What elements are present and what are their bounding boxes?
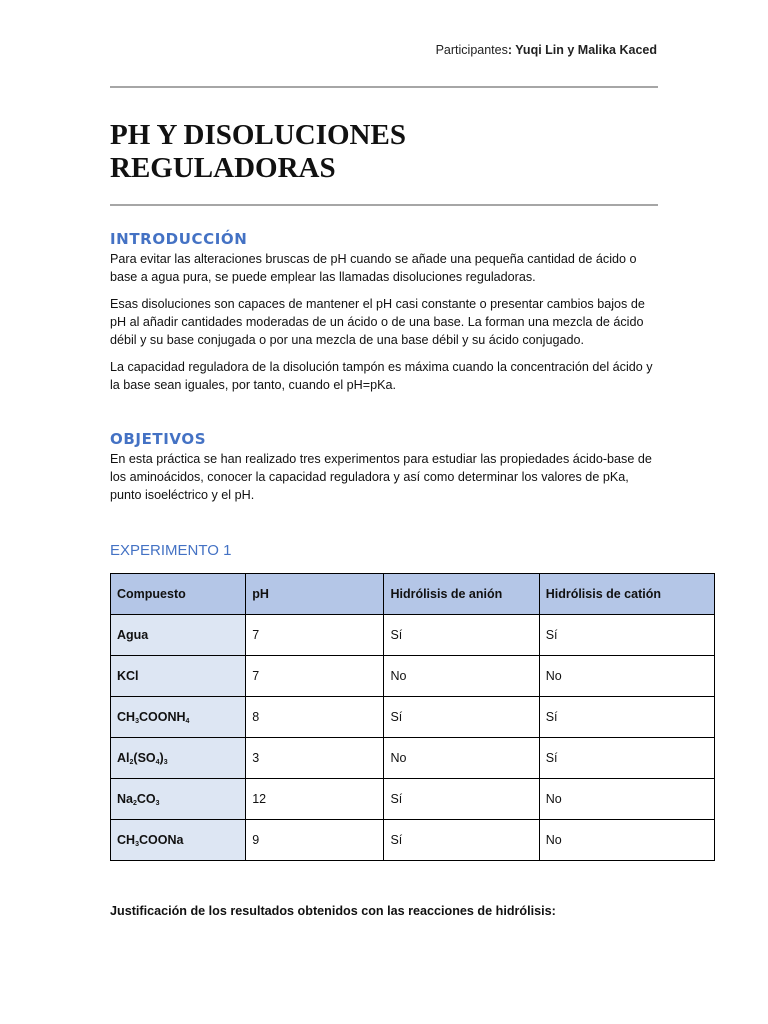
compound-subscript: 3 <box>135 717 139 725</box>
compound-text: CO <box>136 791 156 806</box>
compound-subscript: 4 <box>185 717 190 725</box>
anion-cell: No <box>384 738 539 779</box>
compound-cell <box>111 697 246 738</box>
experimento1-heading: EXPERIMENTO 1 <box>110 542 232 559</box>
title-line-1: PH Y DISOLUCIONES <box>110 119 406 151</box>
table-row <box>111 615 715 656</box>
table-header-row <box>111 574 715 615</box>
cation-cell: No <box>539 656 714 697</box>
participants-line <box>436 43 657 57</box>
ph-cell: 12 <box>246 779 384 820</box>
top-divider <box>110 86 658 88</box>
cation-cell: Sí <box>539 697 714 738</box>
justificacion-text: Justificación de los resultados obtenidos con las reacciones de hidrólisis: <box>110 904 556 918</box>
table-row <box>111 697 715 738</box>
participants-names: Yuqi Lin y Malika Kaced <box>515 43 657 57</box>
compound-cell <box>111 779 246 820</box>
compound-text: Al <box>117 750 130 765</box>
column-header: Hidrólisis de anión <box>384 574 539 615</box>
compound-cell <box>111 656 246 697</box>
compound-text: ) <box>159 750 164 765</box>
cation-cell: No <box>539 779 714 820</box>
compound-text: COONH <box>138 709 186 724</box>
compound-subscript: 2 <box>132 799 137 807</box>
objetivos-heading: OBJETIVOS <box>110 430 207 448</box>
objetivos-paragraph: En esta práctica se han realizado tres experimentos para estudiar las propiedades ácido-base de los aminoácidos, conocer la capacidad reguladora y así como determinar los valores de pKa, punto isoeléctrico y el pH. <box>110 452 652 502</box>
compound-text: CH <box>117 832 136 847</box>
introduccion-paragraph-2: Esas disoluciones son capaces de mantener el pH casi constante o presentar cambios bajos de pH al añadir cantidades moderadas de un ácido o de una base. La forman una mezcla de ácido débil y su base conjugada o por una mezcla de una base débil y su ácido conjugado. <box>110 297 645 347</box>
ph-cell: 7 <box>246 656 384 697</box>
table-row <box>111 738 715 779</box>
column-header: Hidrólisis de catión <box>539 574 714 615</box>
ph-cell: 7 <box>246 615 384 656</box>
compound-subscript: 3 <box>155 799 160 807</box>
table-row <box>111 779 715 820</box>
table-row <box>111 656 715 697</box>
compound-subscript: 3 <box>163 758 168 766</box>
ph-cell: 8 <box>246 697 384 738</box>
title-line-2: REGULADORAS <box>110 152 336 184</box>
ph-cell: 3 <box>246 738 384 779</box>
participants-colon: : <box>507 43 516 57</box>
compound-subscript: 3 <box>135 840 139 848</box>
anion-cell: Sí <box>384 779 539 820</box>
anion-cell: Sí <box>384 697 539 738</box>
cation-cell: Sí <box>539 738 714 779</box>
compound-text: Na <box>117 791 133 806</box>
cation-cell: No <box>539 820 714 861</box>
table-row <box>111 820 715 861</box>
compound-text: COONa <box>138 832 184 847</box>
compound-cell <box>111 615 246 656</box>
compound-text: CH <box>117 709 136 724</box>
compound-text: KCl <box>117 669 139 683</box>
introduccion-paragraph-3: La capacidad reguladora de la disolución tampón es máxima cuando la concentración del ácido y la base sean iguales, por tanto, cuando el pH=pKa. <box>110 360 653 392</box>
cation-cell: Sí <box>539 615 714 656</box>
compound-subscript: 4 <box>155 758 160 766</box>
compound-subscript: 2 <box>129 758 134 766</box>
experimento1-table <box>110 573 715 861</box>
introduccion-paragraph-1: Para evitar las alteraciones bruscas de pH cuando se añade una pequeña cantidad de ácido o base a agua pura, se puede emplear las llamadas disoluciones reguladoras. <box>110 252 637 284</box>
participants-label: Participantes <box>435 43 508 57</box>
ph-cell: 9 <box>246 820 384 861</box>
column-header: pH <box>246 574 384 615</box>
introduccion-heading: INTRODUCCIÓN <box>110 230 248 248</box>
anion-cell: Sí <box>384 820 539 861</box>
compound-text: Agua <box>117 628 149 642</box>
compound-text: (SO <box>133 750 156 765</box>
column-header: Compuesto <box>111 574 246 615</box>
compound-cell <box>111 738 246 779</box>
page-title <box>110 119 650 185</box>
anion-cell: Sí <box>384 615 539 656</box>
compound-cell <box>111 820 246 861</box>
title-divider <box>110 204 658 206</box>
anion-cell: No <box>384 656 539 697</box>
